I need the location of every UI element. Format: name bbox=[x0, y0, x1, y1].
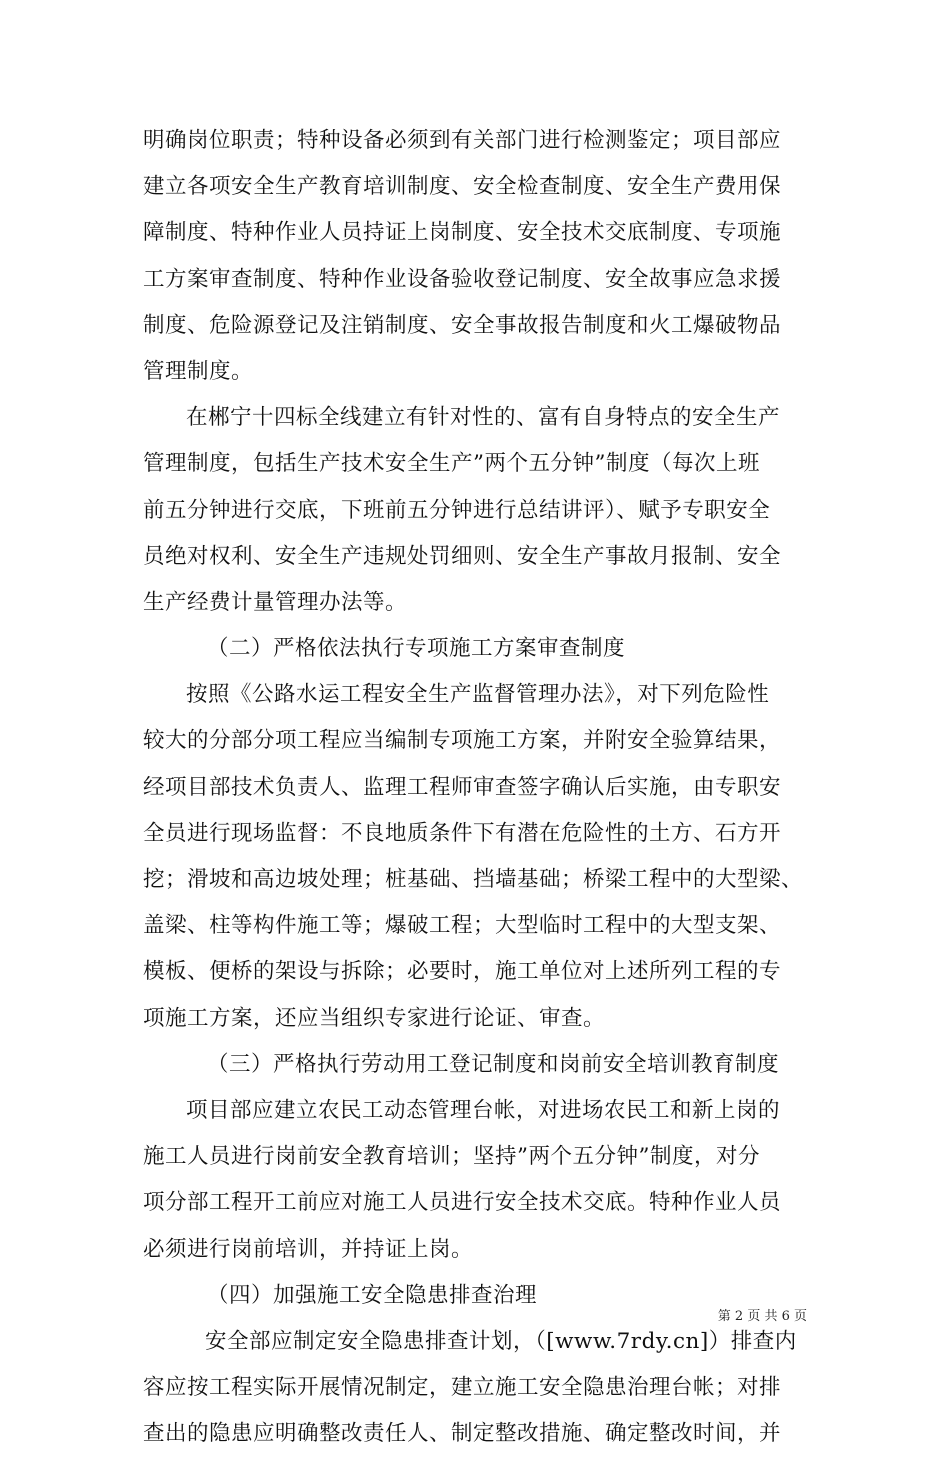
text-line: 容应按工程实际开展情况制定，建立施工安全隐患治理台帐；对排 bbox=[143, 1375, 782, 1401]
text-line: 较大的分部分项工程应当编制专项施工方案，并附安全验算结果， bbox=[143, 728, 782, 754]
text-line: 生产经费计量管理办法等。 bbox=[143, 589, 408, 615]
text-line: 项施工方案，还应当组织专家进行论证、审查。 bbox=[143, 1005, 606, 1031]
text-line: 员绝对权利、安全生产违规处罚细则、安全生产事故月报制、安全 bbox=[143, 543, 782, 569]
text-line: 查出的隐患应明确整改责任人、制定整改措施、确定整改时间，并 bbox=[143, 1421, 782, 1447]
text-line: 管理制度，包括生产技术安全生产”两个五分钟”制度（每次上班 bbox=[143, 451, 760, 477]
text-line: 明确岗位职责；特种设备必须到有关部门进行检测鉴定；项目部应 bbox=[143, 128, 782, 153]
paragraph-start: 安全部应制定安全隐患排查计划，（[www.7rdy.cn]）排查内 bbox=[205, 1328, 797, 1354]
text-line: 全员进行现场监督：不良地质条件下有潜在危险性的土方、石方开 bbox=[143, 820, 782, 846]
text-line: 必须进行岗前培训，并持证上岗。 bbox=[143, 1236, 474, 1262]
text-line: 挖；滑坡和高边坡处理；桩基础、挡墙基础；桥梁工程中的大型梁、 bbox=[143, 867, 804, 892]
paragraph-start: 在郴宁十四标全线建立有针对性的、富有自身特点的安全生产 bbox=[186, 405, 781, 431]
page-number: 第 2 页 共 6 页 bbox=[717, 1309, 807, 1324]
text-line: 模板、便桥的架设与拆除；必要时，施工单位对上述所列工程的专 bbox=[143, 959, 782, 985]
text-line: 施工人员进行岗前安全教育培训；坚持”两个五分钟”制度，对分 bbox=[143, 1144, 760, 1170]
section-heading: （三）严格执行劳动用工登记制度和岗前安全培训教育制度 bbox=[207, 1051, 780, 1077]
section-heading: （四）加强施工安全隐患排查治理 bbox=[207, 1282, 538, 1308]
text-line: 经项目部技术负责人、监理工程师审查签字确认后实施，由专职安 bbox=[143, 774, 782, 800]
body-text bbox=[143, 118, 823, 1457]
text-line: 盖梁、柱等构件施工等；爆破工程；大型临时工程中的大型支架、 bbox=[143, 913, 782, 939]
text-line: 管理制度。 bbox=[143, 358, 254, 384]
text-line: 前五分钟进行交底，下班前五分钟进行总结讲评）、赋予专职安全 bbox=[143, 497, 771, 523]
paragraph-start: 按照《公路水运工程安全生产监督管理办法》，对下列危险性 bbox=[186, 682, 770, 708]
section-heading: （二）严格依法执行专项施工方案审查制度 bbox=[207, 636, 626, 662]
paragraph-start: 项目部应建立农民工动态管理台帐，对进场农民工和新上岗的 bbox=[186, 1097, 781, 1123]
text-line: 制度、危险源登记及注销制度、安全事故报告制度和火工爆破物品 bbox=[143, 312, 782, 338]
text-line: 建立各项安全生产教育培训制度、安全检查制度、安全生产费用保 bbox=[143, 174, 782, 200]
text-line: 项分部工程开工前应对施工人员进行安全技术交底。特种作业人员 bbox=[143, 1190, 782, 1216]
text-line: 障制度、特种作业人员持证上岗制度、安全技术交底制度、专项施 bbox=[143, 220, 782, 246]
text-line: 工方案审查制度、特种作业设备验收登记制度、安全故事应急求援 bbox=[143, 266, 782, 292]
